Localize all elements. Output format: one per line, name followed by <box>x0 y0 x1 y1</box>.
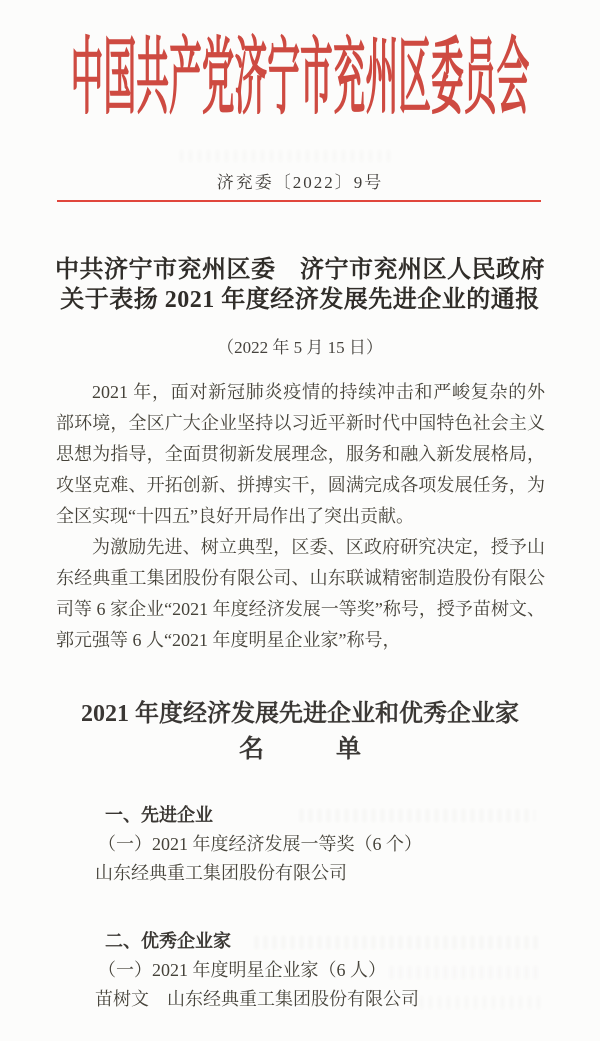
document-title <box>0 255 600 315</box>
roster-heading-char-ming: 名 <box>238 736 264 763</box>
roster-section-advanced-enterprises <box>57 801 546 888</box>
date-line: （2022 年 5 月 15 日） <box>217 338 383 357</box>
section-1-subtitle: （一）2021 年度经济发展一等奖（6 个） <box>98 834 422 854</box>
paragraph-2: 为激励先进、树立典型，区委、区政府研究决定，授予山东经典重工集团股份有限公司、山东联诚精密制造股份有限公司等 6 家企业“2021 年度经济发展一等奖”称号，授予苗树文、郭元强等 6 人“2021 年度明星企业家”称号， <box>56 537 545 650</box>
section-2-entry: 苗树文 山东经典重工集团股份有限公司 <box>95 989 419 1009</box>
section-1-entry: 山东经典重工集团股份有限公司 <box>95 863 347 883</box>
roster-section-outstanding-entrepreneurs <box>57 927 546 1014</box>
masthead-title: 中国共产党济宁市兖州区委员会 <box>70 32 530 125</box>
roster-heading-line-1: 2021 年度经济发展先进企业和优秀企业家 <box>81 701 519 727</box>
roster-heading <box>0 698 600 766</box>
red-divider-rule <box>57 200 541 202</box>
bleed-through-artifact <box>180 150 390 162</box>
section-1-title: 一、先进企业 <box>105 805 213 825</box>
roster-heading-char-dan: 单 <box>336 736 362 763</box>
section-2-title: 二、优秀企业家 <box>105 931 231 951</box>
roster-heading-line-2 <box>0 734 600 766</box>
roster-list <box>57 795 546 1014</box>
paragraph-1: 2021 年，面对新冠肺炎疫情的持续冲击和严峻复杂的外部环境，全区广大企业坚持以习近平新时代中国特色社会主义思想为指导，全面贯彻新发展理念，服务和融入新发展格局，攻坚克难、开拓创新、拼搏实干，圆满完成各项发展任务，为全区实现“十四五”良好开局作出了突出贡献。 <box>56 382 545 526</box>
body-text <box>56 377 545 656</box>
title-line-2: 关于表扬 2021 年度经济发展先进企业的通报 <box>60 287 540 313</box>
masthead <box>0 32 600 125</box>
section-2-subtitle: （一）2021 年度明星企业家（6 人） <box>98 960 386 980</box>
document-number: 济兖委〔2022〕9号 <box>216 173 384 192</box>
title-line-1: 中共济宁市兖州区委 济宁市兖州区人民政府 <box>55 257 545 283</box>
